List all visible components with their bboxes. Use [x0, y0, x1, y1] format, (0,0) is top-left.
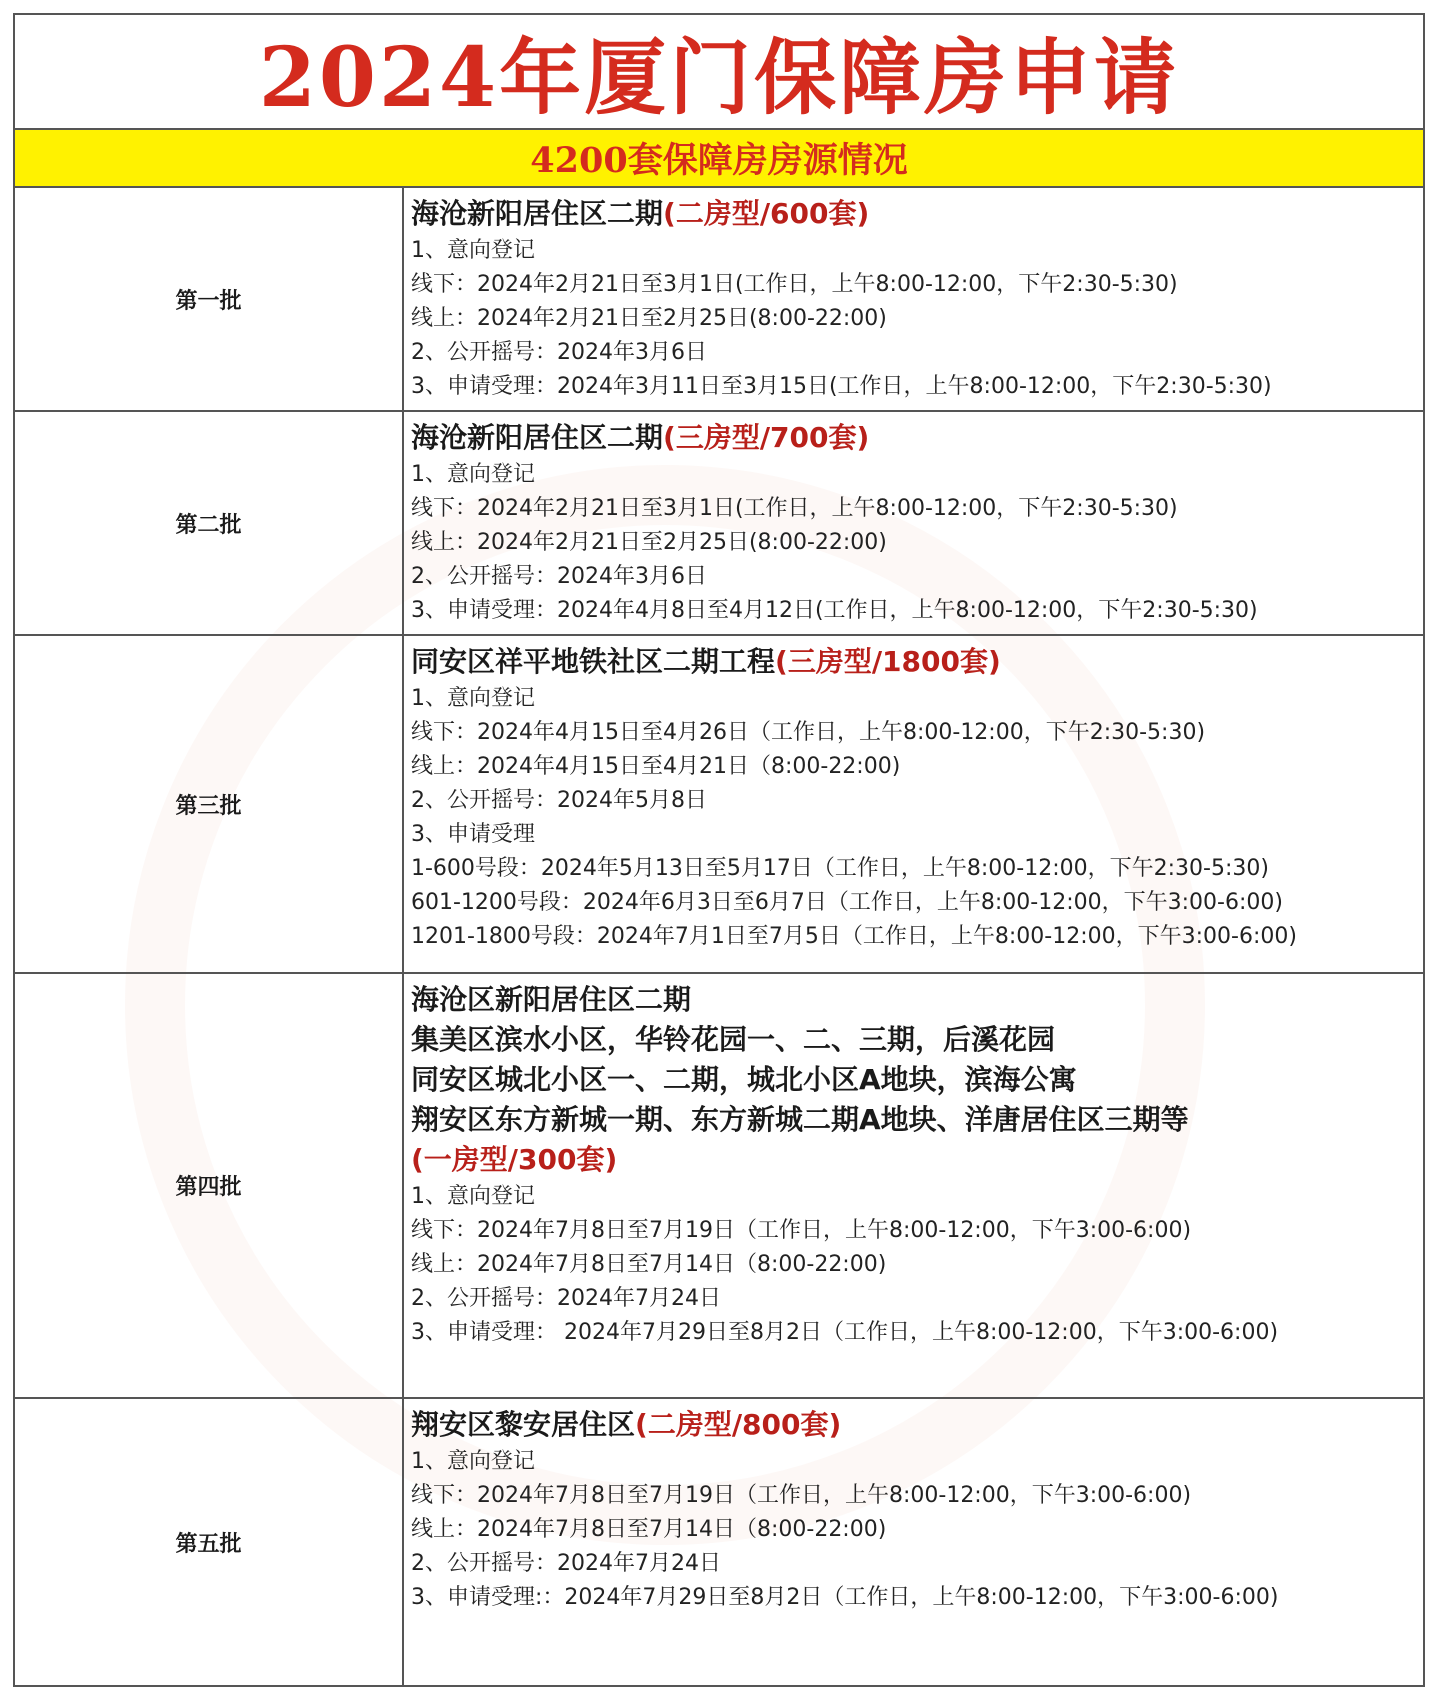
- unit-type: (二房型/800套): [635, 1408, 842, 1441]
- batch-row: [15, 636, 1423, 974]
- project-name: 同安区城北小区一、二期，城北小区A地块，滨海公寓: [411, 1063, 1077, 1096]
- project-name: 海沧区新阳居住区二期: [411, 983, 692, 1016]
- detail-line: 线上：2024年2月21日至2月25日(8:00-22:00): [411, 530, 887, 555]
- detail-line: 3、申请受理： 2024年7月29日至8月2日（工作日，上午8:00-12:00，下午3:00-6:00): [411, 1320, 1279, 1345]
- batch-label: 第二批: [15, 412, 404, 634]
- detail-line: 1、意向登记: [411, 238, 535, 263]
- housing-table: [13, 13, 1425, 1687]
- batch-label: 第三批: [15, 636, 404, 972]
- detail-line: 3、申请受理：2024年3月11日至3月15日(工作日，上午8:00-12:00，下午2:30-5:30): [411, 374, 1272, 399]
- project-name: 海沧新阳居住区二期(三房型/700套): [411, 421, 870, 454]
- batch-detail: [404, 636, 1423, 972]
- detail-line: 线下：2024年2月21日至3月1日(工作日，上午8:00-12:00，下午2:30-5:30): [411, 496, 1178, 521]
- batch-detail: [404, 974, 1423, 1397]
- detail-line: 3、申请受理: [411, 822, 535, 847]
- batch-row: [15, 1399, 1423, 1685]
- detail-line: 1-600号段：2024年5月13日至5月17日（工作日，上午8:00-12:00，下午2:30-5:30): [411, 856, 1269, 881]
- detail-line: 601-1200号段：2024年6月3日至6月7日（工作日，上午8:00-12:00，下午3:00-6:00): [411, 890, 1283, 915]
- detail-line: 2、公开摇号：2024年7月24日: [411, 1286, 721, 1311]
- detail-line: 线上：2024年4月15日至4月21日（8:00-22:00): [411, 754, 901, 779]
- batch-row: [15, 412, 1423, 636]
- batch-row: [15, 188, 1423, 412]
- page-title: 2024年厦门保障房申请: [15, 15, 1423, 130]
- detail-line: 3、申请受理：2024年4月8日至4月12日(工作日，上午8:00-12:00，下午2:30-5:30): [411, 598, 1258, 623]
- detail-line: 线下：2024年7月8日至7月19日（工作日，上午8:00-12:00，下午3:00-6:00): [411, 1218, 1192, 1243]
- detail-line: 2、公开摇号：2024年5月8日: [411, 788, 707, 813]
- unit-type: (三房型/1800套): [775, 645, 1001, 678]
- detail-line: 线下：2024年7月8日至7月19日（工作日，上午8:00-12:00，下午3:00-6:00): [411, 1483, 1192, 1508]
- detail-line: 2、公开摇号：2024年7月24日: [411, 1551, 721, 1576]
- batch-label: 第五批: [15, 1399, 404, 1685]
- detail-line: 线上：2024年2月21日至2月25日(8:00-22:00): [411, 306, 887, 331]
- detail-line: 线上：2024年7月8日至7月14日（8:00-22:00): [411, 1517, 887, 1542]
- batch-label: 第一批: [15, 188, 404, 410]
- detail-line: 1、意向登记: [411, 1184, 535, 1209]
- detail-line: 1、意向登记: [411, 686, 535, 711]
- unit-type: (一房型/300套): [411, 1143, 618, 1176]
- table-subtitle: 4200套保障房房源情况: [15, 130, 1423, 188]
- project-name: 集美区滨水小区，华铃花园一、二、三期，后溪花园: [411, 1023, 1056, 1056]
- batch-row: [15, 974, 1423, 1399]
- detail-line: 线上：2024年7月8日至7月14日（8:00-22:00): [411, 1252, 887, 1277]
- batch-label: 第四批: [15, 974, 404, 1397]
- detail-line: 线下：2024年4月15日至4月26日（工作日，上午8:00-12:00，下午2:30-5:30): [411, 720, 1206, 745]
- batch-detail: [404, 1399, 1423, 1685]
- batch-detail: [404, 188, 1423, 410]
- batch-detail: [404, 412, 1423, 634]
- project-name: 翔安区东方新城一期、东方新城二期A地块、洋唐居住区三期等: [411, 1103, 1189, 1136]
- detail-line: 1、意向登记: [411, 1449, 535, 1474]
- detail-line: 1、意向登记: [411, 462, 535, 487]
- detail-line: 3、申请受理:：2024年7月29日至8月2日（工作日，上午8:00-12:00，下午3:00-6:00): [411, 1585, 1279, 1610]
- detail-line: 1201-1800号段：2024年7月1日至7月5日（工作日，上午8:00-12:00，下午3:00-6:00): [411, 924, 1297, 949]
- detail-line: 2、公开摇号：2024年3月6日: [411, 564, 707, 589]
- project-name: 翔安区黎安居住区(二房型/800套): [411, 1408, 842, 1441]
- unit-type: (三房型/700套): [663, 421, 870, 454]
- unit-type: (二房型/600套): [663, 197, 870, 230]
- detail-line: 2、公开摇号：2024年3月6日: [411, 340, 707, 365]
- project-name: 同安区祥平地铁社区二期工程(三房型/1800套): [411, 645, 1001, 678]
- detail-line: 线下：2024年2月21日至3月1日(工作日，上午8:00-12:00，下午2:30-5:30): [411, 272, 1178, 297]
- project-name: 海沧新阳居住区二期(二房型/600套): [411, 197, 870, 230]
